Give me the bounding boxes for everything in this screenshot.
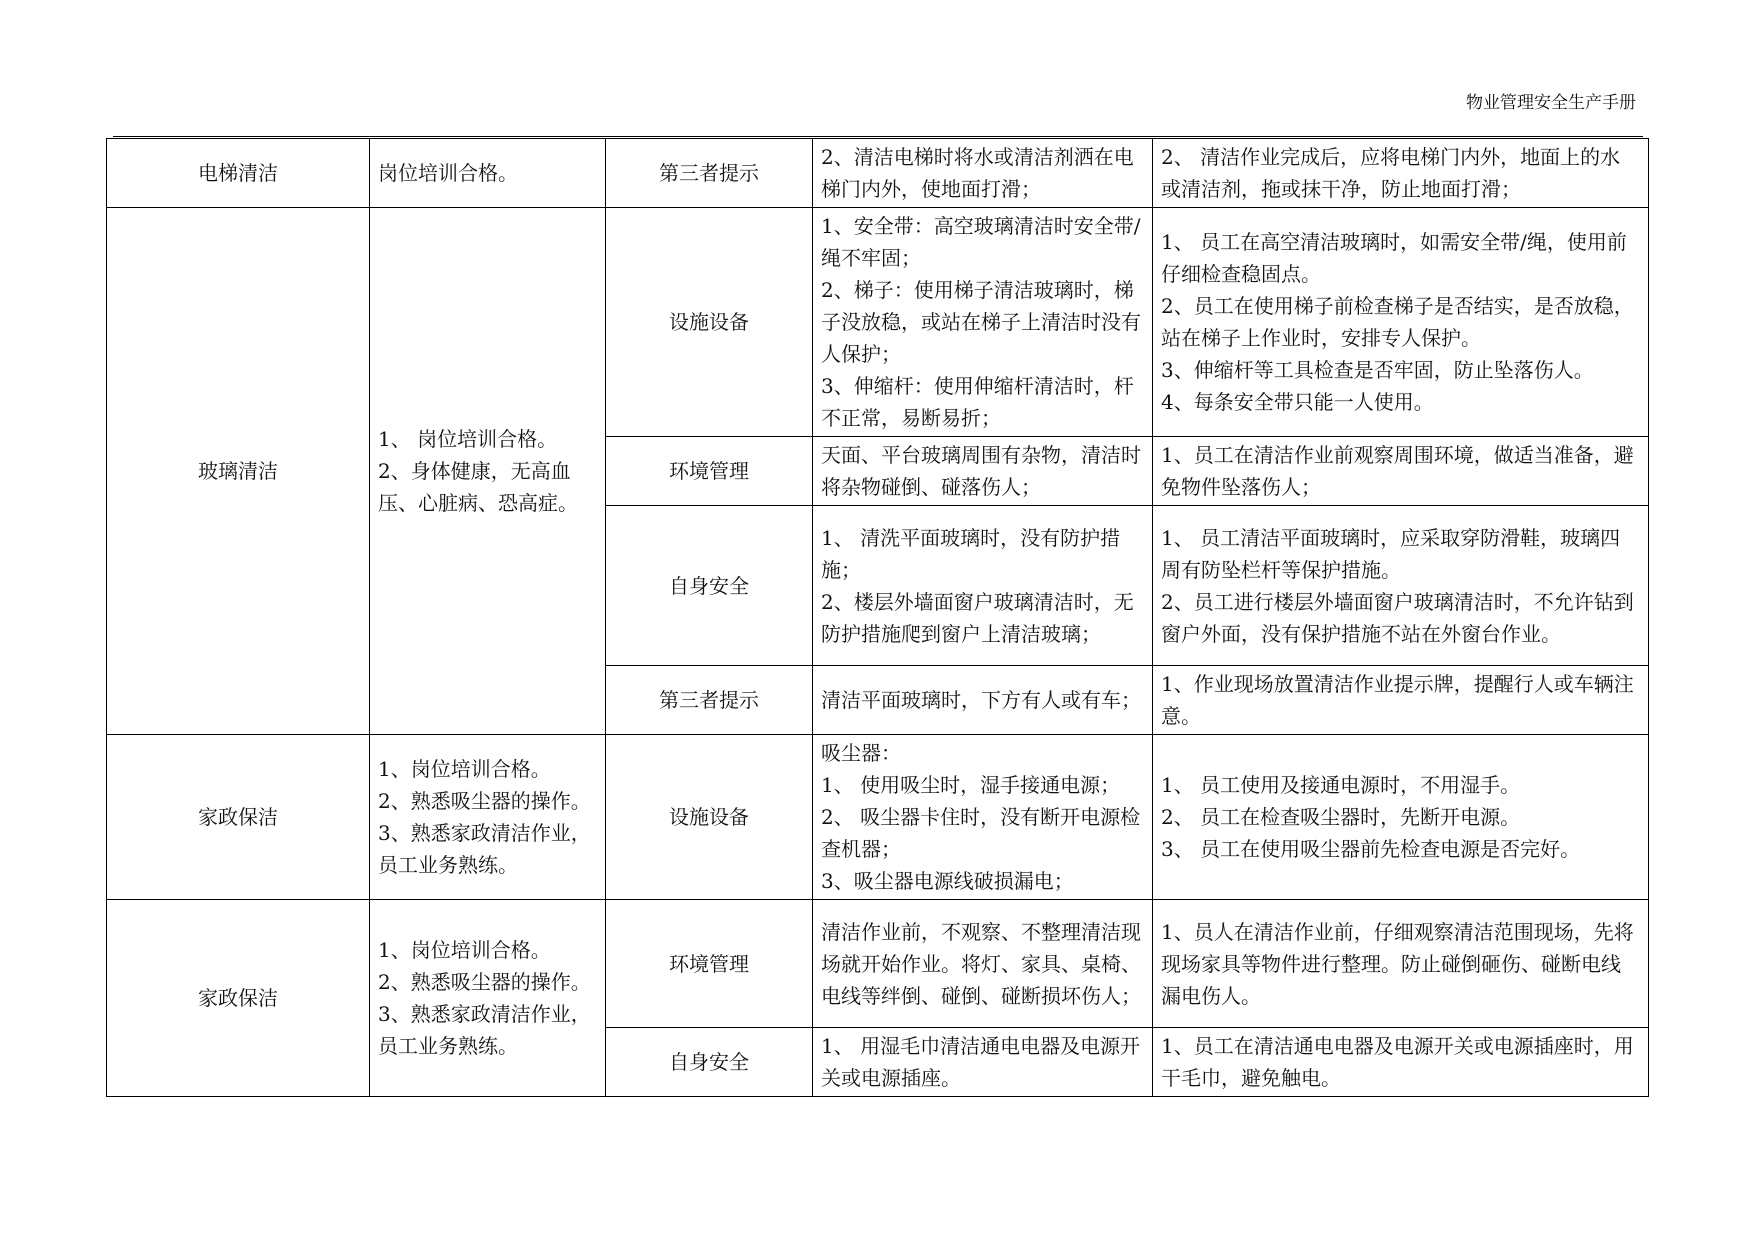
hazard-type-cell: 设施设备 (606, 208, 813, 437)
measure-line: 1、 员工使用及接通电源时，不用湿手。 (1161, 773, 1521, 797)
measure-line: 2、 清洁作业完成后，应将电梯门内外，地面上的水或清洁剂，拖或抹干净，防止地面打滑； (1161, 145, 1621, 201)
measure-line: 4、每条安全带只能一人使用。 (1161, 390, 1434, 414)
qualification-line: 2、熟悉吸尘器的操作。 (378, 789, 591, 813)
qualification-line: 3、熟悉家政清洁作业，员工业务熟练。 (378, 1002, 591, 1058)
hazard-line: 吸尘器： (821, 741, 901, 765)
qualification-line: 岗位培训合格。 (378, 161, 518, 185)
measure-line: 1、 员工在高空清洁玻璃时，如需安全带/绳，使用前仔细检查稳固点。 (1161, 230, 1627, 286)
hazard-type-cell: 自身安全 (606, 506, 813, 666)
hazard-line: 清洁平面玻璃时，下方有人或有车； (821, 688, 1141, 712)
hazard-type-cell: 环境管理 (606, 900, 813, 1028)
table-body (107, 139, 1649, 1097)
qualification-line: 2、熟悉吸尘器的操作。 (378, 970, 591, 994)
hazard-line: 3、吸尘器电源线破损漏电； (821, 869, 1074, 893)
measure-line: 1、作业现场放置清洁作业提示牌，提醒行人或车辆注意。 (1161, 672, 1634, 728)
hazard-line: 2、楼层外墙面窗户玻璃清洁时，无防护措施爬到窗户上清洁玻璃； (821, 589, 1134, 646)
qualification-cell (370, 735, 606, 900)
hazard-cell (813, 735, 1153, 900)
measure-cell (1153, 735, 1649, 900)
measure-cell (1153, 139, 1649, 208)
hazard-cell (813, 900, 1153, 1028)
hazard-line: 2、清洁电梯时将水或清洁剂洒在电梯门内外，使地面打滑； (821, 145, 1134, 201)
table-row (107, 735, 1649, 900)
table-row (107, 208, 1649, 437)
measure-line: 1、员人在清洁作业前，仔细观察清洁范围现场，先将现场家具等物件进行整理。防止碰倒砸伤、碰断电线漏电伤人。 (1161, 919, 1634, 1008)
measure-cell (1153, 506, 1649, 666)
category-cell: 玻璃清洁 (107, 208, 370, 735)
hazard-type-cell: 自身安全 (606, 1028, 813, 1097)
measure-line: 3、 员工在使用吸尘器前先检查电源是否完好。 (1161, 837, 1581, 861)
hazard-line: 1、安全带：高空玻璃清洁时安全带/绳不牢固； (821, 214, 1141, 270)
document-header-title: 物业管理安全生产手册 (1466, 93, 1636, 113)
measure-line: 1、员工在清洁通电电器及电源开关或电源插座时，用干毛巾，避免触电。 (1161, 1034, 1634, 1090)
hazard-line: 2、梯子：使用梯子清洁玻璃时，梯子没放稳，或站在梯子上清洁时没有人保护； (821, 278, 1141, 366)
hazard-line: 1、 用湿毛巾清洁通电电器及电源开关或电源插座。 (821, 1034, 1141, 1090)
qualification-line: 3、熟悉家政清洁作业，员工业务熟练。 (378, 821, 591, 877)
qualification-cell (370, 139, 606, 208)
hazard-line: 清洁作业前，不观察、不整理清洁现场就开始作业。将灯、家具、桌椅、电线等绊倒、碰倒、碰断损坏伤人； (821, 919, 1141, 1008)
measure-line: 1、员工在清洁作业前观察周围环境，做适当准备，避免物件坠落伤人； (1161, 443, 1634, 499)
table-row (107, 900, 1649, 1028)
qualification-line: 1、 岗位培训合格。 (378, 427, 558, 451)
hazard-type-cell: 第三者提示 (606, 139, 813, 208)
hazard-type-cell: 设施设备 (606, 735, 813, 900)
hazard-line: 天面、平台玻璃周围有杂物，清洁时将杂物碰倒、碰落伤人； (821, 443, 1141, 499)
hazard-cell (813, 437, 1153, 506)
measure-cell (1153, 437, 1649, 506)
hazard-type-cell: 第三者提示 (606, 666, 813, 735)
table-row (107, 139, 1649, 208)
qualification-line: 2、身体健康，无高血压、心脏病、恐高症。 (378, 459, 578, 515)
hazard-cell (813, 139, 1153, 208)
measure-line: 2、员工在使用梯子前检查梯子是否结实，是否放稳，站在梯子上作业时，安排专人保护。 (1161, 294, 1634, 350)
hazard-line: 2、 吸尘器卡住时，没有断开电源检查机器； (821, 805, 1141, 861)
hazard-line: 1、 使用吸尘时，湿手接通电源； (821, 773, 1121, 797)
qualification-line: 1、岗位培训合格。 (378, 757, 551, 781)
hazard-cell (813, 208, 1153, 437)
hazard-cell (813, 666, 1153, 735)
category-cell: 家政保洁 (107, 900, 370, 1097)
header-rule (113, 136, 1643, 137)
measure-cell (1153, 666, 1649, 735)
measure-line: 2、 员工在检查吸尘器时，先断开电源。 (1161, 805, 1521, 829)
measure-cell (1153, 1028, 1649, 1097)
category-cell: 电梯清洁 (107, 139, 370, 208)
measure-line: 1、 员工清洁平面玻璃时，应采取穿防滑鞋，玻璃四周有防坠栏杆等保护措施。 (1161, 525, 1621, 582)
hazard-type-cell: 环境管理 (606, 437, 813, 506)
safety-table (106, 138, 1649, 1097)
measure-line: 2、员工进行楼层外墙面窗户玻璃清洁时，不允许钻到窗户外面，没有保护措施不站在外窗台作业。 (1161, 589, 1634, 646)
category-cell: 家政保洁 (107, 735, 370, 900)
measure-cell (1153, 900, 1649, 1028)
hazard-cell (813, 506, 1153, 666)
qualification-cell (370, 900, 606, 1097)
qualification-line: 1、岗位培训合格。 (378, 938, 551, 962)
hazard-line: 3、伸缩杆：使用伸缩杆清洁时，杆不正常，易断易折； (821, 374, 1134, 430)
qualification-cell (370, 208, 606, 735)
measure-line: 3、伸缩杆等工具检查是否牢固，防止坠落伤人。 (1161, 358, 1594, 382)
hazard-line: 1、 清洗平面玻璃时，没有防护措施； (821, 525, 1121, 582)
hazard-cell (813, 1028, 1153, 1097)
measure-cell (1153, 208, 1649, 437)
